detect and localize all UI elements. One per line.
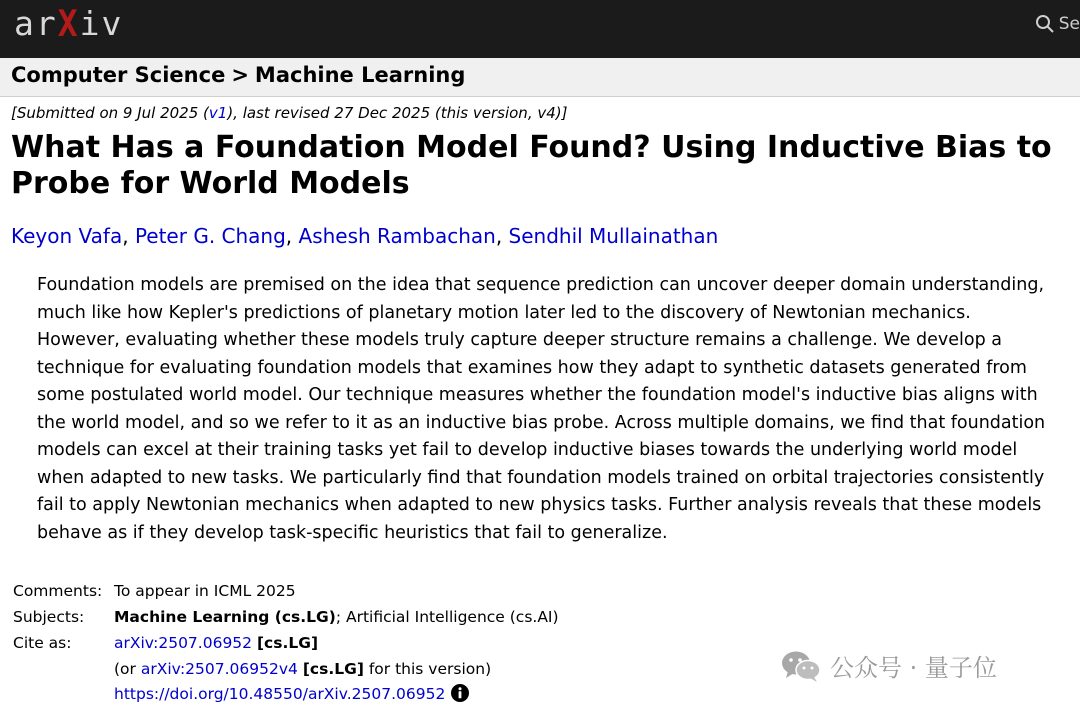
- abstract-line: models can excel at their training tasks yet fail to develop inductive biases towards the underlying world model: [37, 440, 1018, 460]
- abstract: [37, 272, 1047, 547]
- abstract-line: technique for evaluating foundation models that examines how they adapt to synthetic datasets generated from: [37, 357, 1027, 378]
- breadcrumb: [11, 63, 465, 87]
- doi-value: [114, 682, 559, 708]
- logo-x: X: [57, 2, 80, 45]
- version-1-link[interactable]: v1: [208, 104, 228, 122]
- abstract-line: However, evaluating whether these models truly capture deeper structure remains a challenge. We develop a: [37, 330, 1002, 350]
- breadcrumb-computer-science[interactable]: Computer Science: [11, 63, 226, 87]
- author-list: Keyon Vafa, Peter G. Chang, Ashesh Rambachan, Sendhil Mullainathan: [11, 224, 719, 248]
- other-subjects: ; Artificial Intelligence (cs.AI): [335, 608, 559, 626]
- cite-label: Cite as:: [13, 634, 72, 652]
- abstract-line: behave as if they develop task-specific heuristics that fail to generalize.: [37, 522, 668, 543]
- cite-version-category: [cs.LG]: [302, 660, 364, 678]
- site-header: [0, 0, 1080, 58]
- abstract-line: much like how Kepler's predictions of planetary motion later led to the discovery of Newtonian mechanics.: [37, 302, 971, 323]
- arxiv-logo[interactable]: [14, 4, 123, 44]
- abstract-line: the world model, and so we refer to it as an inductive bias probe. Across multiple domains, we find that foundation: [37, 412, 1046, 433]
- author-link[interactable]: Ashesh Rambachan: [298, 224, 496, 248]
- author-link[interactable]: Peter G. Chang: [134, 224, 286, 248]
- paper-title: What Has a Foundation Model Found? Using Inductive Bias to Probe for World Models: [11, 130, 1052, 201]
- comments-value: To appear in ICML 2025: [114, 582, 296, 600]
- breadcrumb-machine-learning[interactable]: Machine Learning: [254, 63, 466, 87]
- submission-history: [11, 104, 567, 122]
- submission-suffix: ), last revised 27 Dec 2025 (this version, v4)]: [227, 104, 568, 122]
- cite-version-row: [10, 656, 559, 682]
- info-icon[interactable]: [451, 684, 469, 706]
- comments-label: Comments:: [13, 582, 103, 600]
- logo-text-left: ar: [14, 4, 58, 43]
- arxiv-version-link[interactable]: arXiv:2507.06952v4: [140, 660, 298, 678]
- cite-or-prefix: (or: [114, 660, 141, 678]
- search-button[interactable]: [1035, 10, 1080, 38]
- abstract-line: some postulated world model. Our technique measures whether the foundation model's inductive bias aligns with: [37, 385, 1038, 405]
- subjects-row: [10, 604, 559, 630]
- cite-row: [10, 630, 559, 656]
- doi-row: [10, 682, 559, 708]
- abstract-line: when adapted to new tasks. We particularly find that foundation models trained on orbital trajectories consistently: [37, 467, 1045, 488]
- metadata-table: [10, 578, 559, 708]
- watermark-text: 公众号 · 量子位: [830, 654, 997, 682]
- author-link[interactable]: Keyon Vafa: [11, 224, 123, 248]
- cite-value: [114, 630, 559, 656]
- cite-version-value: [114, 656, 559, 682]
- abstract-line: Foundation models are premised on the idea that sequence prediction can uncover deeper domain understanding,: [37, 275, 1045, 295]
- wechat-icon: [780, 649, 822, 683]
- subjects-label: Subjects:: [13, 608, 85, 626]
- subjects-value: [114, 604, 559, 630]
- wechat-watermark: [780, 648, 997, 683]
- primary-subject: Machine Learning (cs.LG): [114, 608, 336, 626]
- search-label: Se: [1058, 14, 1080, 34]
- search-icon: [1035, 14, 1055, 34]
- cite-category: [cs.LG]: [256, 634, 319, 652]
- author-link[interactable]: Sendhil Mullainathan: [508, 224, 719, 248]
- breadcrumb-bar: [0, 58, 1080, 97]
- arxiv-id-link[interactable]: arXiv:2507.06952: [114, 634, 253, 652]
- abstract-line: fail to apply Newtonian mechanics when adapted to new physics tasks. Further analysis reveals that these models: [37, 495, 1042, 515]
- doi-link[interactable]: https://doi.org/10.48550/arXiv.2507.06952: [114, 685, 446, 703]
- logo-text-right: iv: [79, 4, 124, 43]
- cite-version-suffix: for this version): [363, 660, 492, 678]
- comments-row: [10, 578, 559, 604]
- submission-prefix: [Submitted on 9 Jul 2025 (: [11, 104, 209, 122]
- breadcrumb-separator: >: [231, 63, 249, 87]
